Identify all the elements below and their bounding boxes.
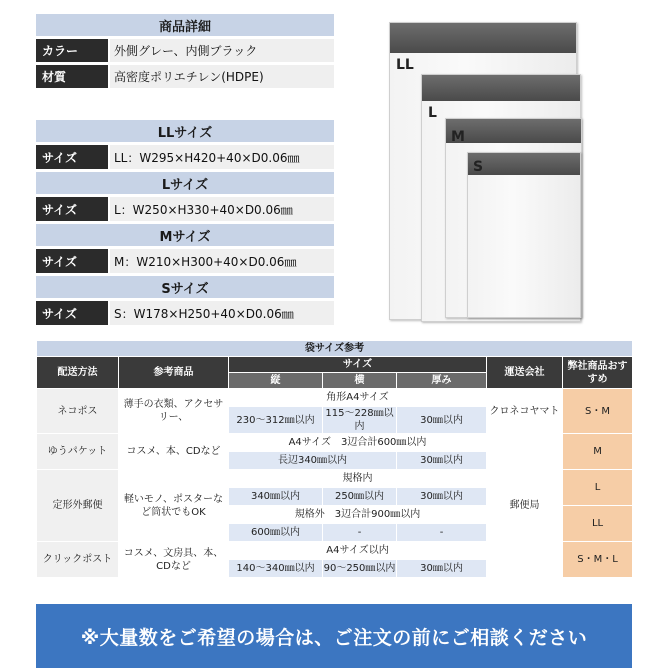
method-nekopos: ネコポス xyxy=(37,389,119,434)
size-ll-title: LLサイズ xyxy=(36,120,334,142)
size-title-teikeigai-a: 規格内 xyxy=(229,470,487,488)
color-value: 外側グレー、内側ブラック xyxy=(110,39,334,62)
material-value: 高密度ポリエチレン(HDPE) xyxy=(110,65,334,88)
method-clickpost: クリックポスト xyxy=(37,542,119,578)
header-length: 縦 xyxy=(229,373,323,389)
width-clickpost: 90～250㎜以内 xyxy=(323,560,397,578)
recommend-teikeigai-a: L xyxy=(563,470,633,506)
header-method: 配送方法 xyxy=(37,357,119,389)
size-title-teikeigai-b: 規格外 3辺合計900㎜以内 xyxy=(229,506,487,524)
items-clickpost: コスメ、文房具、本、CDなど xyxy=(119,542,229,578)
recommend-clickpost: S・M・L xyxy=(563,542,633,578)
color-label: カラー xyxy=(36,39,108,62)
size-title-nekopos: 角形A4サイズ xyxy=(229,389,487,407)
table-title: 袋サイズ参考 xyxy=(37,341,633,357)
length-teikeigai-a: 340㎜以内 xyxy=(229,488,323,506)
thickness-teikeigai-b: - xyxy=(397,524,487,542)
items-nekopos: 薄手の衣類、アクセサリー、 xyxy=(119,389,229,434)
width-teikeigai-a: 250㎜以内 xyxy=(323,488,397,506)
size-ll-label: サイズ xyxy=(36,145,108,169)
size-l-title: Lサイズ xyxy=(36,172,334,194)
details-title: 商品詳細 xyxy=(36,14,334,36)
material-label: 材質 xyxy=(36,65,108,88)
bag-s-label: S xyxy=(473,159,484,175)
thickness-nekopos: 30㎜以内 xyxy=(397,407,487,434)
header-width: 横 xyxy=(323,373,397,389)
size-ll-value: LL：W295×H420+40×D0.06㎜ xyxy=(110,145,334,169)
bag-m-label: M xyxy=(451,129,465,145)
carrier-post-office: 郵便局 xyxy=(487,434,563,578)
items-teikeigai: 軽いモノ、ポスターなど筒状でもOK xyxy=(119,470,229,542)
length-nekopos: 230～312㎜以内 xyxy=(229,407,323,434)
size-s-title: Sサイズ xyxy=(36,276,334,298)
bag-ll-label: LL xyxy=(396,57,414,73)
size-m-title: Mサイズ xyxy=(36,224,334,246)
bags-illustration xyxy=(385,20,625,325)
thickness-teikeigai-a: 30㎜以内 xyxy=(397,488,487,506)
bulk-order-notice-banner: ※大量数をご希望の場合は、ご注文の前にご相談ください xyxy=(36,604,632,668)
length-clickpost: 140～340㎜以内 xyxy=(229,560,323,578)
width-nekopos: 115～228㎜以内 xyxy=(323,407,397,434)
thickness-clickpost: 30㎜以内 xyxy=(397,560,487,578)
header-carrier: 運送会社 xyxy=(487,357,563,389)
bag-s xyxy=(467,152,581,318)
size-s-value: S：W178×H250+40×D0.06㎜ xyxy=(110,301,334,325)
bag-l-label: L xyxy=(428,105,437,121)
size-l-label: サイズ xyxy=(36,197,108,221)
size-m-value: M：W210×H300+40×D0.06㎜ xyxy=(110,249,334,273)
width-teikeigai-b: - xyxy=(323,524,397,542)
thickness-yupacket: 30㎜以内 xyxy=(397,452,487,470)
recommend-yupacket: M xyxy=(563,434,633,470)
method-teikeigai: 定形外郵便 xyxy=(37,470,119,542)
method-yupacket: ゆうパケット xyxy=(37,434,119,470)
length-yupacket: 長辺340㎜以内 xyxy=(229,452,397,470)
bag-size-reference-table xyxy=(36,340,633,578)
recommend-nekopos: S・M xyxy=(563,389,633,434)
size-title-clickpost: A4サイズ以内 xyxy=(229,542,487,560)
header-recommend: 弊社商品おすすめ xyxy=(563,357,633,389)
header-size: サイズ xyxy=(229,357,487,373)
size-m-label: サイズ xyxy=(36,249,108,273)
size-s-label: サイズ xyxy=(36,301,108,325)
size-title-yupacket: A4サイズ 3辺合計600㎜以内 xyxy=(229,434,487,452)
header-thickness: 厚み xyxy=(397,373,487,389)
carrier-yamato: クロネコヤマト xyxy=(487,389,563,434)
items-yupacket: コスメ、本、CDなど xyxy=(119,434,229,470)
header-items: 参考商品 xyxy=(119,357,229,389)
recommend-teikeigai-b: LL xyxy=(563,506,633,542)
size-l-value: L：W250×H330+40×D0.06㎜ xyxy=(110,197,334,221)
length-teikeigai-b: 600㎜以内 xyxy=(229,524,323,542)
